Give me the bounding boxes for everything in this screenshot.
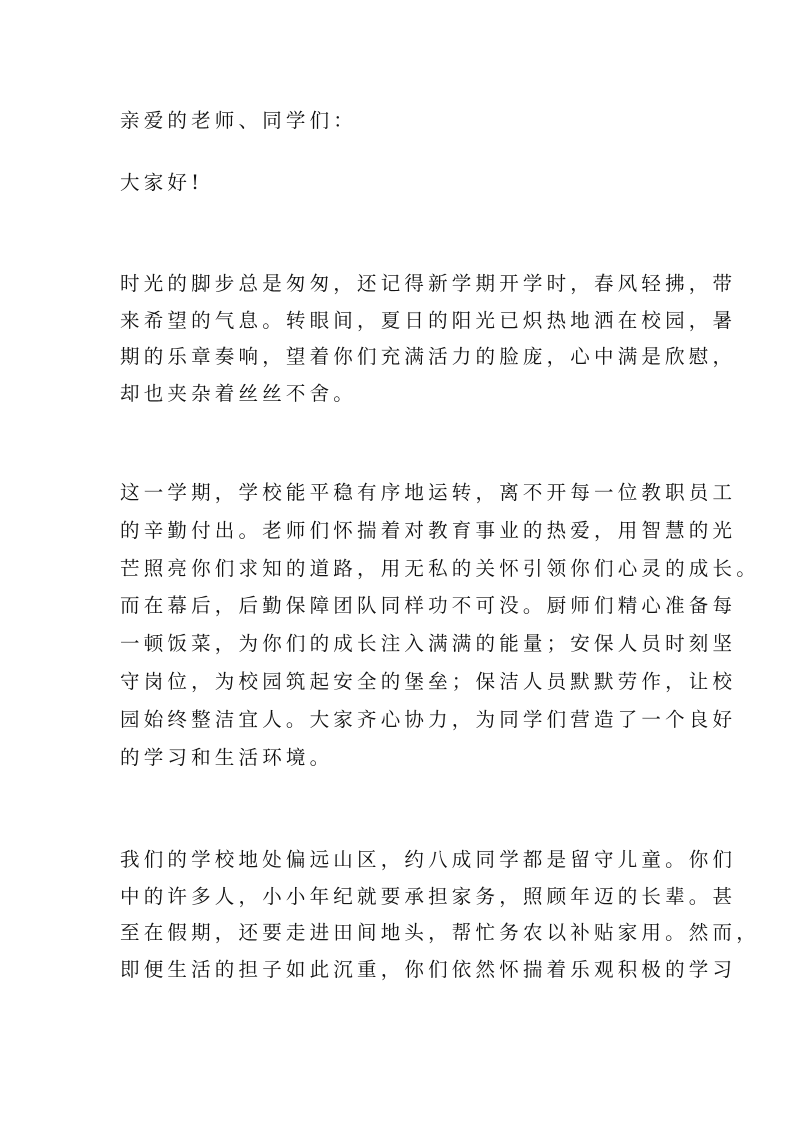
- text-line: 即便生活的担子如此沉重，你们依然怀揣着乐观积极的学习: [120, 957, 737, 981]
- paragraph-2: [120, 474, 760, 776]
- greeting: 大家好!: [120, 171, 204, 194]
- text-line: 期的乐章奏响，望着你们充满活力的脸庞，心中满是欣慰，: [120, 345, 737, 368]
- text-line: 而在幕后，后勤保障团队同样功不可没。厨师们精心准备每: [120, 594, 737, 618]
- text-line: 来希望的气息。转眼间，夏日的阳光已炽热地洒在校园，暑: [120, 308, 737, 332]
- paragraph-3: [120, 842, 760, 988]
- text-line: 中的许多人，小小年纪就要承担家务，照顾年迈的长辈。甚: [120, 884, 737, 908]
- text-line: 这一学期，学校能平稳有序地运转，离不开每一位教职员工: [120, 481, 737, 504]
- text-line: 园始终整洁宜人。大家齐心协力，为同学们营造了一个良好: [120, 707, 737, 731]
- text-line: 至在假期，还要走进田间地头，帮忙务农以补贴家用。然而，: [120, 921, 760, 944]
- text-line: 的学习和生活环境。: [120, 745, 334, 769]
- text-line: 守岗位，为校园筑起安全的堡垒；保洁人员默默劳作，让校: [120, 669, 737, 693]
- salutation: 亲爱的老师、同学们：: [120, 109, 358, 132]
- text-line: 芒照亮你们求知的道路，用无私的关怀引领你们心灵的成长。: [120, 556, 760, 580]
- text-line: 我们的学校地处偏远山区，约八成同学都是留守儿童。你们: [120, 848, 737, 871]
- text-line: 的辛勤付出。老师们怀揣着对教育事业的热爱，用智慧的光: [120, 518, 737, 542]
- text-line: 一顿饭菜，为你们的成长注入满满的能量；安保人员时刻坚: [120, 632, 737, 656]
- text-line: 时光的脚步总是匆匆，还记得新学期开学时，春风轻拂，带: [120, 272, 737, 295]
- text-line: 却也夹杂着丝丝不舍。: [120, 381, 358, 405]
- paragraph-1: [120, 266, 737, 412]
